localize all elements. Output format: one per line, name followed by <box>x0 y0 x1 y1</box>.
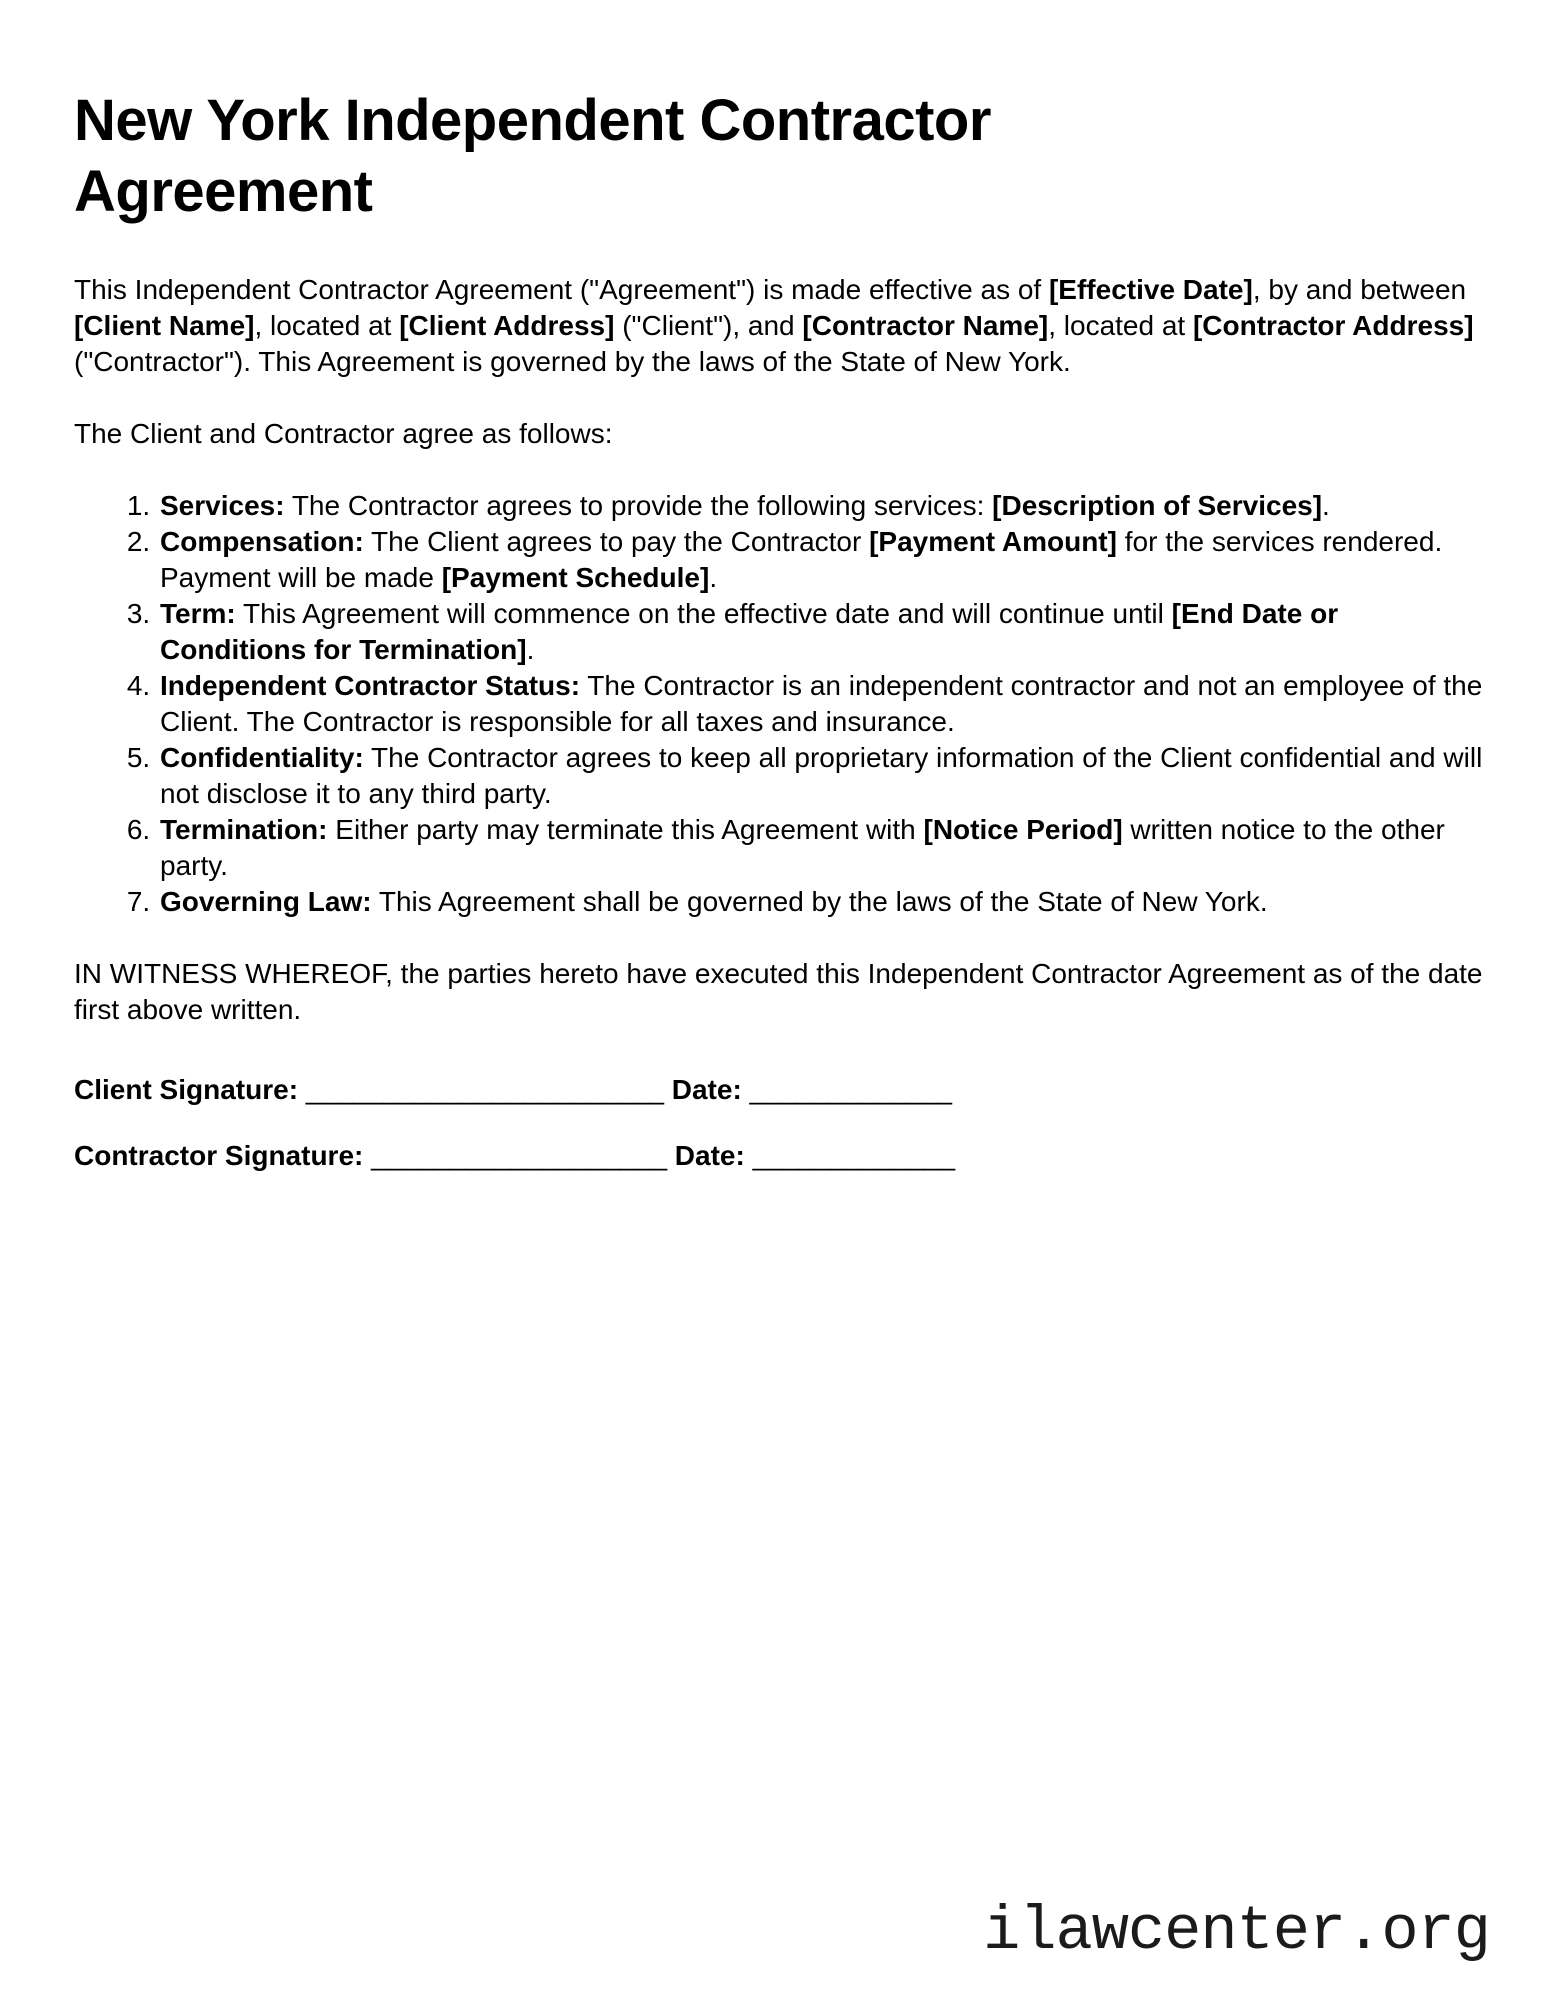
text-run: , located at <box>254 309 400 341</box>
text-run: This Agreement will commence on the effective date and will continue until <box>235 597 1172 629</box>
bold-run: [Contractor Address] <box>1192 309 1474 341</box>
contractor-date-label: Date: <box>674 1139 745 1171</box>
contractor-signature-row <box>74 1138 1484 1174</box>
bold-run: [Payment Amount] <box>869 525 1117 557</box>
agreement-lead-in: The Client and Contractor agree as follows: <box>74 417 613 449</box>
clause-list <box>74 488 1484 920</box>
intro-paragraph <box>74 272 1484 380</box>
clause-independent-contractor-status <box>158 668 1484 740</box>
text-run: The Contractor agrees to provide the following services: <box>284 489 993 521</box>
bold-run: [Description of Services] <box>992 489 1323 521</box>
contractor-signature-label: Contractor Signature: <box>74 1139 364 1171</box>
client-signature-line: _______________________ <box>305 1073 664 1105</box>
text-run: ("Contractor"). This Agreement is governed by the laws of the State of New York. <box>74 345 1071 377</box>
clause-confidentiality <box>158 740 1484 812</box>
client-signature-row <box>74 1072 1484 1108</box>
bold-run: [Client Address] <box>399 309 615 341</box>
bold-run: [End Date or Conditions for Termination] <box>160 597 1339 665</box>
text-run: The Contractor is an independent contractor and not an employee of the Client. The Contractor is responsible for all taxes and insurance. <box>160 669 1483 737</box>
contractor-signature-line: ___________________ <box>371 1139 668 1171</box>
witness-paragraph: IN WITNESS WHEREOF, the parties hereto have executed this Independent Contractor Agreement as of the date first above written. <box>74 957 1483 1025</box>
page-title: New York Independent Contractor Agreement <box>74 88 991 224</box>
bold-run: [Payment Schedule] <box>441 561 710 593</box>
bold-run: Compensation: <box>160 525 364 557</box>
text-run: This Independent Contractor Agreement ("Agreement") is made effective as of <box>74 273 1049 305</box>
bold-run: Governing Law: <box>160 885 372 917</box>
clause-services <box>158 488 1484 524</box>
bold-run: [Notice Period] <box>923 813 1123 845</box>
clause-governing-law <box>158 884 1484 920</box>
text-run: ("Client"), and <box>614 309 803 341</box>
clause-term <box>158 596 1484 668</box>
client-date-line: _____________ <box>749 1073 952 1105</box>
bold-run: [Effective Date] <box>1048 273 1253 305</box>
text-run: Either party may terminate this Agreement with <box>327 813 924 845</box>
text-run: . <box>526 633 535 665</box>
text-run: This Agreement shall be governed by the laws of the State of New York. <box>371 885 1268 917</box>
bold-run: Confidentiality: <box>160 741 364 773</box>
text-run: . <box>709 561 718 593</box>
text-run: , located at <box>1048 309 1193 341</box>
client-date-label: Date: <box>671 1073 742 1105</box>
text-run: , by and between <box>1252 273 1467 305</box>
text-run: The Client agrees to pay the Contractor <box>363 525 870 557</box>
bold-run: [Contractor Name] <box>802 309 1049 341</box>
client-signature-label: Client Signature: <box>74 1073 299 1105</box>
text-run: written notice to the other party. <box>160 813 1445 881</box>
clause-compensation <box>158 524 1484 596</box>
bold-run: [Client Name] <box>74 309 255 341</box>
clause-termination <box>158 812 1484 884</box>
text-run: . <box>1322 489 1330 521</box>
text-run: The Contractor agrees to keep all proprietary information of the Client confidential and will not disclose it to any third party. <box>160 741 1483 809</box>
bold-run: Independent Contractor Status: <box>160 669 581 701</box>
text-run: for the services rendered. Payment will be made <box>160 525 1443 593</box>
bold-run: Services: <box>160 489 285 521</box>
footer-watermark: ilawcenter.org <box>983 1896 1490 1967</box>
bold-run: Term: <box>160 597 236 629</box>
contractor-date-line: _____________ <box>752 1139 956 1171</box>
bold-run: Termination: <box>160 813 328 845</box>
